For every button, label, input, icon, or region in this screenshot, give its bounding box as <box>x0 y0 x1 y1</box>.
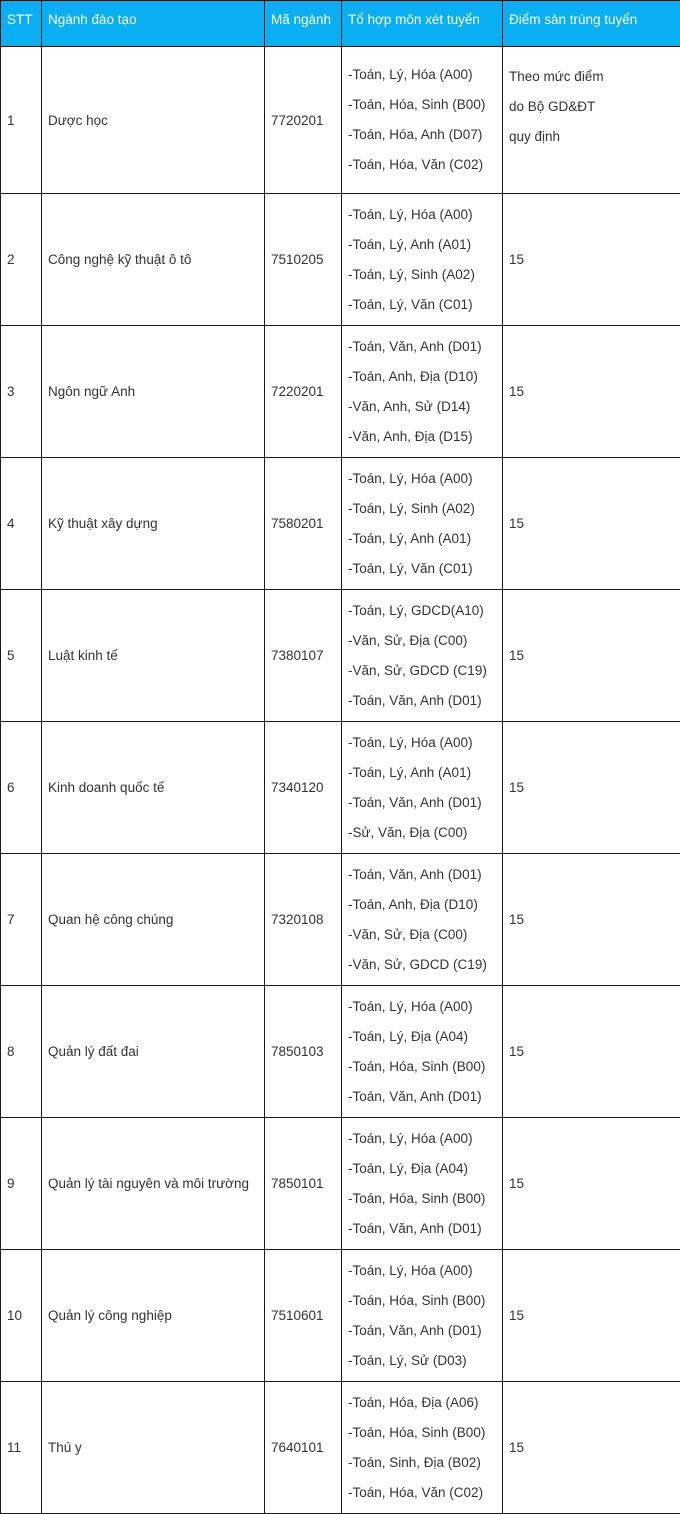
cell-stt: 6 <box>1 722 42 854</box>
cutoff-line: 15 <box>509 1169 674 1199</box>
cutoff-line: quy định <box>509 122 674 152</box>
table-row <box>1 326 680 458</box>
combo-item: -Toán, Hóa, Sinh (B00) <box>348 90 496 120</box>
cell-cutoff <box>503 194 680 326</box>
combo-item: -Văn, Anh, Địa (D15) <box>348 422 496 452</box>
combo-item: -Toán, Hóa, Anh (D07) <box>348 120 496 150</box>
table-row <box>1 986 680 1118</box>
header-row <box>1 1 680 47</box>
cell-major: Dược học <box>42 47 265 194</box>
cell-cutoff <box>503 854 680 986</box>
cutoff-line: 15 <box>509 1301 674 1331</box>
combo-item: -Toán, Hóa, Sinh (B00) <box>348 1286 496 1316</box>
combo-item: -Văn, Anh, Sử (D14) <box>348 392 496 422</box>
combo-item: -Toán, Lý, Hóa (A00) <box>348 464 496 494</box>
cell-code: 7850103 <box>265 986 342 1118</box>
header-stt: STT <box>1 1 42 47</box>
combo-item: -Toán, Lý, GDCD(A10) <box>348 596 496 626</box>
cell-cutoff <box>503 1118 680 1250</box>
combo-item: -Toán, Hóa, Văn (C02) <box>348 1478 496 1508</box>
cell-cutoff <box>503 986 680 1118</box>
cell-combos <box>342 1118 503 1250</box>
cutoff-line: do Bộ GD&ĐT <box>509 92 674 122</box>
combo-item: -Toán, Hóa, Địa (A06) <box>348 1388 496 1418</box>
cell-major: Quản lý công nghiệp <box>42 1250 265 1382</box>
table-row <box>1 854 680 986</box>
header-major: Ngành đào tạo <box>42 1 265 47</box>
combo-item: -Toán, Lý, Văn (C01) <box>348 290 496 320</box>
combo-item: -Toán, Lý, Địa (A04) <box>348 1154 496 1184</box>
cell-combos <box>342 722 503 854</box>
cell-code: 7340120 <box>265 722 342 854</box>
combo-item: -Toán, Anh, Địa (D10) <box>348 890 496 920</box>
cell-code: 7320108 <box>265 854 342 986</box>
cell-cutoff <box>503 1382 680 1514</box>
combo-item: -Toán, Văn, Anh (D01) <box>348 788 496 818</box>
combo-item: -Toán, Lý, Sinh (A02) <box>348 260 496 290</box>
table-row <box>1 1382 680 1514</box>
cell-major: Quan hệ công chúng <box>42 854 265 986</box>
cell-combos <box>342 194 503 326</box>
cell-major: Luật kinh tế <box>42 590 265 722</box>
cell-code: 7220201 <box>265 326 342 458</box>
table-row <box>1 458 680 590</box>
cell-cutoff <box>503 590 680 722</box>
cell-cutoff <box>503 722 680 854</box>
combo-item: -Toán, Sinh, Địa (B02) <box>348 1448 496 1478</box>
combo-item: -Toán, Lý, Hóa (A00) <box>348 1124 496 1154</box>
cell-stt: 10 <box>1 1250 42 1382</box>
header-combos: Tổ hợp môn xét tuyển <box>342 1 503 47</box>
combo-item: -Toán, Hóa, Sinh (B00) <box>348 1418 496 1448</box>
cell-stt: 9 <box>1 1118 42 1250</box>
table-row <box>1 722 680 854</box>
cell-cutoff <box>503 1250 680 1382</box>
combo-item: -Toán, Lý, Văn (C01) <box>348 554 496 584</box>
header-cutoff: Điểm sàn trúng tuyển <box>503 1 680 47</box>
cutoff-line: 15 <box>509 1037 674 1067</box>
cell-major: Thú y <box>42 1382 265 1514</box>
combo-item: -Toán, Lý, Hóa (A00) <box>348 992 496 1022</box>
cell-code: 7850101 <box>265 1118 342 1250</box>
cell-stt: 1 <box>1 47 42 194</box>
combo-item: -Toán, Lý, Địa (A04) <box>348 1022 496 1052</box>
cell-combos <box>342 1250 503 1382</box>
cell-cutoff <box>503 326 680 458</box>
table-row <box>1 1250 680 1382</box>
cell-major: Quản lý đất đai <box>42 986 265 1118</box>
combo-item: -Sử, Văn, Địa (C00) <box>348 818 496 848</box>
cell-major: Công nghệ kỹ thuật ô tô <box>42 194 265 326</box>
cutoff-line: 15 <box>509 905 674 935</box>
cell-major: Kinh doanh quốc tế <box>42 722 265 854</box>
cutoff-line: 15 <box>509 377 674 407</box>
combo-item: -Toán, Lý, Sinh (A02) <box>348 494 496 524</box>
combo-item: -Toán, Lý, Hóa (A00) <box>348 60 496 90</box>
cell-combos <box>342 854 503 986</box>
combo-item: -Toán, Văn, Anh (D01) <box>348 332 496 362</box>
cell-stt: 2 <box>1 194 42 326</box>
cell-code: 7380107 <box>265 590 342 722</box>
header-code: Mã ngành <box>265 1 342 47</box>
cell-combos <box>342 590 503 722</box>
cell-major: Ngôn ngữ Anh <box>42 326 265 458</box>
combo-item: -Toán, Văn, Anh (D01) <box>348 1316 496 1346</box>
combo-item: -Toán, Anh, Địa (D10) <box>348 362 496 392</box>
table-row <box>1 590 680 722</box>
combo-item: -Toán, Văn, Anh (D01) <box>348 860 496 890</box>
table-row <box>1 194 680 326</box>
combo-item: -Văn, Sử, GDCD (C19) <box>348 656 496 686</box>
combo-item: -Toán, Lý, Hóa (A00) <box>348 728 496 758</box>
cell-combos <box>342 326 503 458</box>
combo-item: -Toán, Hóa, Văn (C02) <box>348 150 496 180</box>
combo-item: -Toán, Văn, Anh (D01) <box>348 1082 496 1112</box>
cell-stt: 11 <box>1 1382 42 1514</box>
cutoff-line: 15 <box>509 773 674 803</box>
combo-item: -Toán, Lý, Hóa (A00) <box>348 1256 496 1286</box>
combo-item: -Toán, Văn, Anh (D01) <box>348 1214 496 1244</box>
cutoff-line: 15 <box>509 1433 674 1463</box>
combo-item: -Văn, Sử, Địa (C00) <box>348 626 496 656</box>
combo-item: -Văn, Sử, Địa (C00) <box>348 920 496 950</box>
cell-stt: 8 <box>1 986 42 1118</box>
cell-combos <box>342 986 503 1118</box>
combo-item: -Toán, Lý, Hóa (A00) <box>348 200 496 230</box>
combo-item: -Toán, Hóa, Sinh (B00) <box>348 1052 496 1082</box>
cell-code: 7640101 <box>265 1382 342 1514</box>
cell-code: 7720201 <box>265 47 342 194</box>
cell-major: Quản lý tài nguyên và môi trường <box>42 1118 265 1250</box>
combo-item: -Toán, Văn, Anh (D01) <box>348 686 496 716</box>
combo-item: -Toán, Hóa, Sinh (B00) <box>348 1184 496 1214</box>
cutoff-line: 15 <box>509 641 674 671</box>
cell-combos <box>342 1382 503 1514</box>
table-header <box>1 1 680 47</box>
table-row <box>1 47 680 194</box>
cell-code: 7510205 <box>265 194 342 326</box>
cell-cutoff <box>503 47 680 194</box>
cutoff-line: 15 <box>509 509 674 539</box>
cell-cutoff <box>503 458 680 590</box>
cell-combos <box>342 458 503 590</box>
cutoff-line: Theo mức điểm <box>509 62 674 92</box>
cell-stt: 7 <box>1 854 42 986</box>
cutoff-line: 15 <box>509 245 674 275</box>
cell-stt: 5 <box>1 590 42 722</box>
cell-major: Kỹ thuật xây dựng <box>42 458 265 590</box>
cell-code: 7510601 <box>265 1250 342 1382</box>
combo-item: -Toán, Lý, Anh (A01) <box>348 524 496 554</box>
table-row <box>1 1118 680 1250</box>
table-body <box>1 47 680 1514</box>
cell-combos <box>342 47 503 194</box>
combo-item: -Văn, Sử, GDCD (C19) <box>348 950 496 980</box>
combo-item: -Toán, Lý, Anh (A01) <box>348 758 496 788</box>
cell-stt: 3 <box>1 326 42 458</box>
cell-code: 7580201 <box>265 458 342 590</box>
cell-stt: 4 <box>1 458 42 590</box>
combo-item: -Toán, Lý, Sử (D03) <box>348 1346 496 1376</box>
combo-item: -Toán, Lý, Anh (A01) <box>348 230 496 260</box>
